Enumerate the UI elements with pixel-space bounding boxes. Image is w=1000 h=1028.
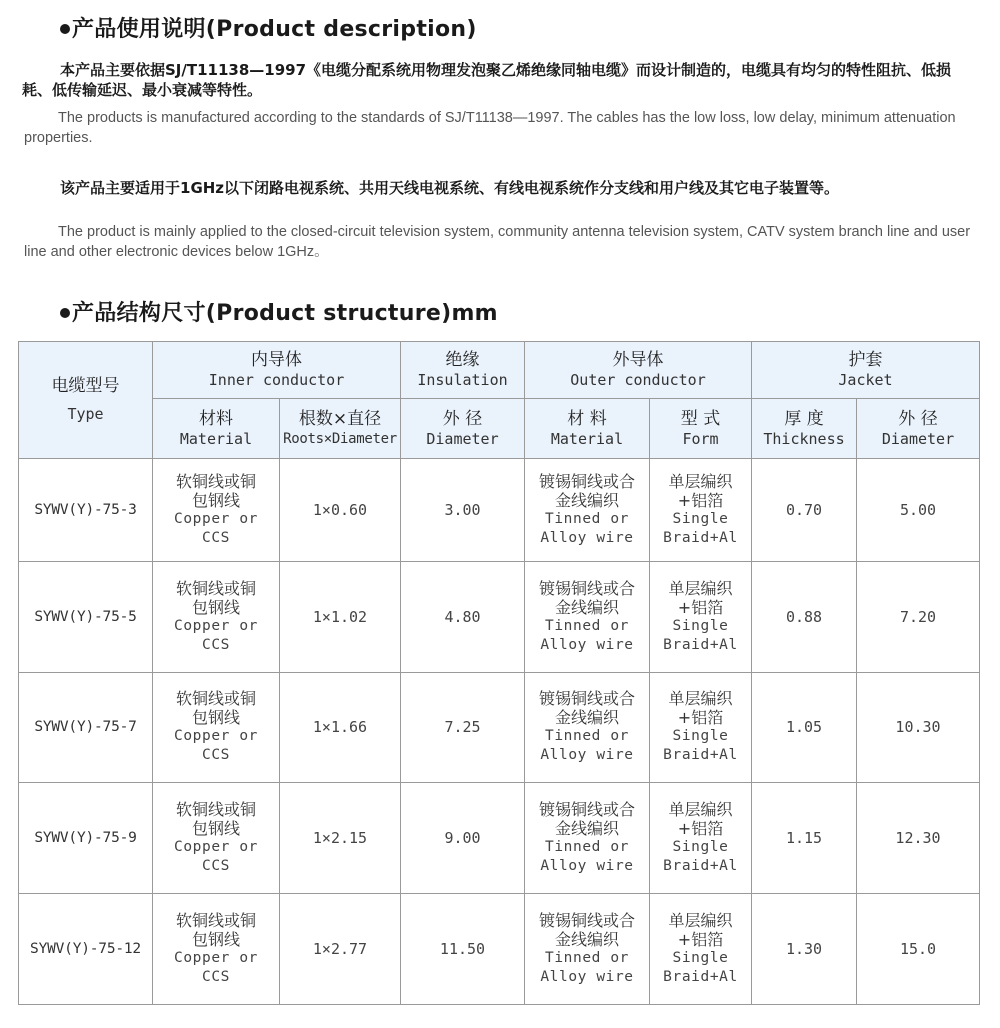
header-form: 型 式 Form xyxy=(650,399,752,459)
cell-thickness: 1.05 xyxy=(752,672,857,783)
table-row xyxy=(19,561,980,672)
header-row-2 xyxy=(19,399,980,459)
header-thickness: 厚 度 Thickness xyxy=(752,399,857,459)
cell-roots-diameter: 1×1.66 xyxy=(280,672,401,783)
cell-jacket-diameter: 7.20 xyxy=(857,561,980,672)
cell-form: 单层编织+铝箔 Single Braid+Al xyxy=(650,459,752,562)
cell-jacket-diameter: 5.00 xyxy=(857,459,980,562)
description-en-1: The products is manufactured according to the standards of SJ/T11138—1997. The cables has the low loss, low delay, minimum attenuation properties. xyxy=(24,110,956,146)
cell-thickness: 0.88 xyxy=(752,561,857,672)
header-row-1 xyxy=(19,342,980,399)
header-insulation: 绝缘 Insulation xyxy=(401,342,525,399)
cell-type: SYWV(Y)-75-12 xyxy=(19,894,153,1005)
cell-outer-material: 镀锡铜线或合金线编织 Tinned or Alloy wire xyxy=(525,894,650,1005)
header-type: 电缆型号 Type xyxy=(19,342,153,459)
cell-type: SYWV(Y)-75-3 xyxy=(19,459,153,562)
bullet-icon xyxy=(60,24,70,34)
cell-form: 单层编织+铝箔 Single Braid+Al xyxy=(650,561,752,672)
description-zh-1: 本产品主要依据SJ/T11138—1997《电缆分配系统用物理发泡聚乙烯绝缘同轴电缆》而设计制造的，电缆具有均匀的特性阻抗、低损耗、低传输延迟、最小衰减等特性。 xyxy=(22,61,952,99)
cell-form: 单层编织+铝箔 Single Braid+Al xyxy=(650,783,752,894)
table-row xyxy=(19,672,980,783)
header-inner-material: 材料 Material xyxy=(153,399,280,459)
header-jacket-diameter: 外 径 Diameter xyxy=(857,399,980,459)
cell-outer-material: 镀锡铜线或合金线编织 Tinned or Alloy wire xyxy=(525,459,650,562)
header-roots-diameter: 根数×直径 Roots×Diameter xyxy=(280,399,401,459)
cell-thickness: 0.70 xyxy=(752,459,857,562)
cell-roots-diameter: 1×2.15 xyxy=(280,783,401,894)
cell-insulation-diameter: 3.00 xyxy=(401,459,525,562)
table-row xyxy=(19,783,980,894)
cell-type: SYWV(Y)-75-7 xyxy=(19,672,153,783)
cell-jacket-diameter: 15.0 xyxy=(857,894,980,1005)
description-en-2: The product is mainly applied to the closed-circuit television system, community antenna television system, CATV system branch line and user line and other electronic devices below 1GHz。 xyxy=(24,224,971,260)
section-title-description: 产品使用说明(Product description) xyxy=(60,12,477,43)
cell-inner-material: 软铜线或铜包钢线 Copper or CCS xyxy=(153,672,280,783)
description-zh-2: 该产品主要适用于1GHz以下闭路电视系统、共用天线电视系统、有线电视系统作分支线和用户线及其它电子装置等。 xyxy=(60,179,840,197)
table-row xyxy=(19,894,980,1005)
cell-roots-diameter: 1×1.02 xyxy=(280,561,401,672)
structure-table xyxy=(18,341,980,1005)
cell-thickness: 1.30 xyxy=(752,894,857,1005)
cell-outer-material: 镀锡铜线或合金线编织 Tinned or Alloy wire xyxy=(525,561,650,672)
cell-outer-material: 镀锡铜线或合金线编织 Tinned or Alloy wire xyxy=(525,783,650,894)
cell-insulation-diameter: 9.00 xyxy=(401,783,525,894)
cell-type: SYWV(Y)-75-5 xyxy=(19,561,153,672)
cell-insulation-diameter: 7.25 xyxy=(401,672,525,783)
cell-inner-material: 软铜线或铜包钢线 Copper or CCS xyxy=(153,783,280,894)
cell-form: 单层编织+铝箔 Single Braid+Al xyxy=(650,672,752,783)
cell-inner-material: 软铜线或铜包钢线 Copper or CCS xyxy=(153,459,280,562)
header-outer-conductor: 外导体 Outer conductor xyxy=(525,342,752,399)
header-insulation-diameter: 外 径 Diameter xyxy=(401,399,525,459)
section-title-structure: 产品结构尺寸(Product structure)mm xyxy=(60,296,498,327)
cell-outer-material: 镀锡铜线或合金线编织 Tinned or Alloy wire xyxy=(525,672,650,783)
header-jacket: 护套 Jacket xyxy=(752,342,980,399)
cell-thickness: 1.15 xyxy=(752,783,857,894)
cell-jacket-diameter: 12.30 xyxy=(857,783,980,894)
cell-jacket-diameter: 10.30 xyxy=(857,672,980,783)
table-row xyxy=(19,459,980,562)
cell-inner-material: 软铜线或铜包钢线 Copper or CCS xyxy=(153,894,280,1005)
cell-type: SYWV(Y)-75-9 xyxy=(19,783,153,894)
cell-insulation-diameter: 11.50 xyxy=(401,894,525,1005)
cell-roots-diameter: 1×2.77 xyxy=(280,894,401,1005)
bullet-icon xyxy=(60,308,70,318)
cell-inner-material: 软铜线或铜包钢线 Copper or CCS xyxy=(153,561,280,672)
header-outer-material: 材 料 Material xyxy=(525,399,650,459)
cell-roots-diameter: 1×0.60 xyxy=(280,459,401,562)
cell-form: 单层编织+铝箔 Single Braid+Al xyxy=(650,894,752,1005)
cell-insulation-diameter: 4.80 xyxy=(401,561,525,672)
header-inner-conductor: 内导体 Inner conductor xyxy=(153,342,401,399)
